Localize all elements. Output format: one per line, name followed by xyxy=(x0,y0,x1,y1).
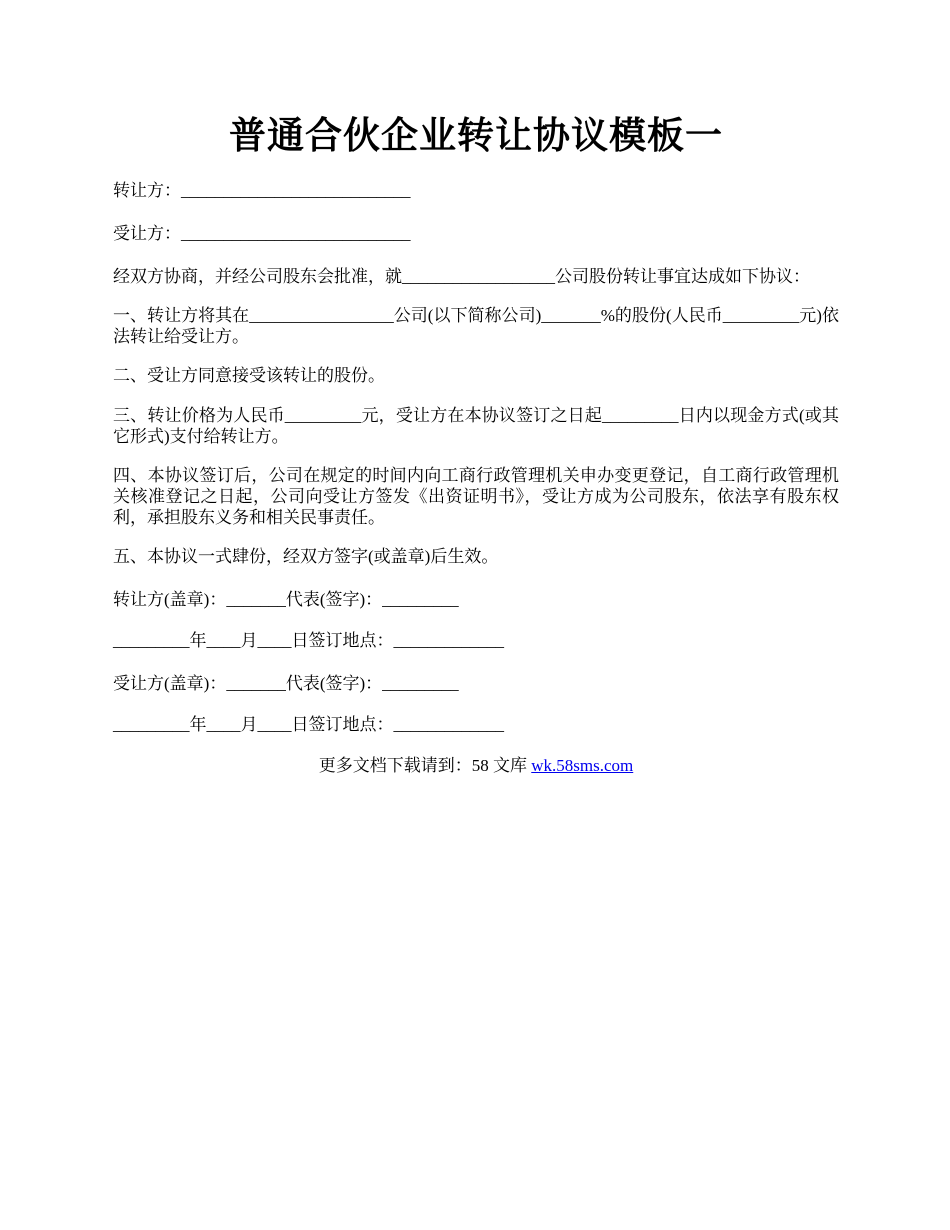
intro-paragraph: 经双方协商，并经公司股东会批准，就__________________公司股份转让事宜达成如下协议： xyxy=(113,267,810,286)
clause-3: 三、转让价格为人民币_________元，受让方在本协议签订之日起_________日内以现金方式(或其它形式)支付给转让方。 xyxy=(113,406,839,446)
transferee-date-place-line: _________年____月____日签订地点：_____________ xyxy=(113,715,504,734)
transferee-line: 受让方：___________________________ xyxy=(113,224,411,243)
clause-4: 四、本协议签订后，公司在规定的时间内向工商行政管理机关申办变更登记，自工商行政管理机关核准登记之日起，公司向受让方签发《出资证明书》，受让方成为公司股东，依法享有股东权利，承担股东义务和相关民事责任。 xyxy=(113,466,839,527)
footer-prefix: 更多文档下载请到：58 文库 xyxy=(318,756,532,775)
footer-link[interactable]: wk.58sms.com xyxy=(531,756,634,775)
document-page xyxy=(113,108,839,776)
download-footer xyxy=(113,755,839,776)
transferor-line: 转让方：___________________________ xyxy=(113,181,411,200)
transferor-signature-line: 转让方(盖章)：_______代表(签字)：_________ xyxy=(113,590,459,609)
document-title: 普通合伙企业转让协议模板一 xyxy=(229,116,723,157)
transferor-date-place-line: _________年____月____日签订地点：_____________ xyxy=(113,631,504,650)
clause-5: 五、本协议一式肆份，经双方签字(或盖章)后生效。 xyxy=(113,547,499,566)
clause-1: 一、转让方将其在_________________公司(以下简称公司)_______%的股份(人民币_________元)依法转让给受让方。 xyxy=(113,306,839,346)
transferee-signature-line: 受让方(盖章)：_______代表(签字)：_________ xyxy=(113,674,459,693)
clause-2: 二、受让方同意接受该转让的股份。 xyxy=(113,366,385,385)
